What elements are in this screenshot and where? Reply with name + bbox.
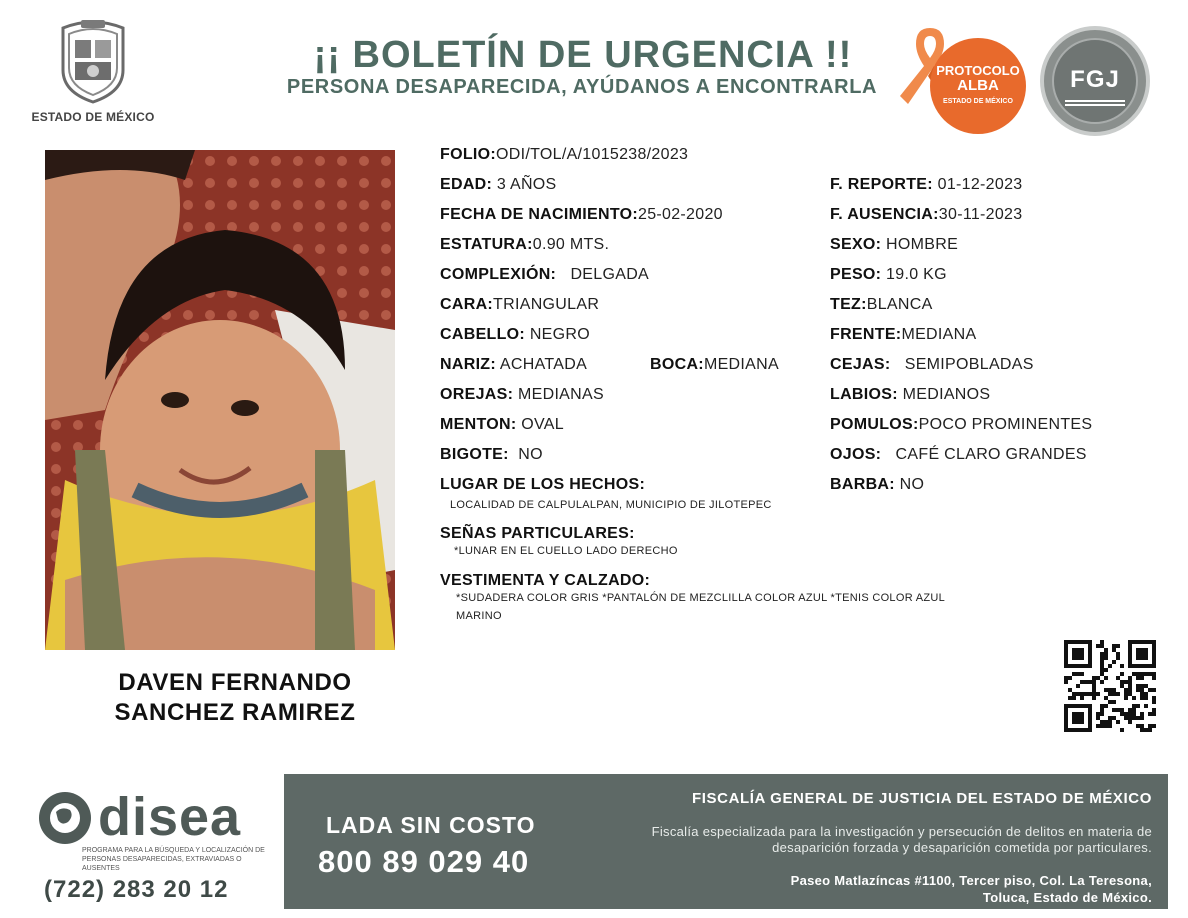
estado-de-mexico-logo — [28, 18, 158, 124]
f-reporte-value: 01-12-2023 — [937, 176, 1023, 193]
f-ausencia-label: F. AUSENCIA: — [830, 206, 939, 223]
cabello-label: CABELLO: — [440, 326, 526, 343]
odisea-wordmark: disea — [98, 787, 242, 847]
field-senas — [440, 525, 635, 543]
field-peso — [830, 266, 947, 284]
f-reporte-label: F. REPORTE: — [830, 176, 933, 193]
field-frente — [830, 326, 976, 344]
address-line1: Paseo Matlazíncas #1100, Tercer piso, Col. La Teresona, — [790, 873, 1152, 888]
fiscalia-address — [592, 872, 1152, 906]
contact-footer — [284, 774, 1168, 909]
bulletin-header — [0, 0, 1188, 140]
menton-value: OVAL — [521, 416, 564, 433]
fgj-wings-icon — [1065, 100, 1125, 106]
fgj-seal — [1040, 26, 1150, 136]
cejas-label: CEJAS: — [830, 356, 891, 373]
peso-value: 19.0 KG — [886, 266, 947, 283]
edad-label: EDAD: — [440, 176, 493, 193]
labios-value: MEDIANOS — [902, 386, 991, 403]
field-complexion — [440, 266, 649, 284]
fecha-nacimiento-value: 25-02-2020 — [638, 206, 723, 223]
folio-value: ODI/TOL/A/1015238/2023 — [496, 146, 689, 163]
name-line1: DAVEN FERNANDO — [118, 669, 352, 696]
vestimenta-label: VESTIMENTA Y CALZADO: — [440, 572, 651, 589]
missing-person-photo — [45, 150, 395, 650]
field-barba — [830, 476, 924, 494]
estatura-value: 0.90 MTS. — [532, 236, 610, 253]
estatura-label: ESTATURA: — [440, 236, 533, 253]
complexion-value: DELGADA — [570, 266, 650, 283]
state-label: ESTADO DE MÉXICO — [31, 110, 155, 124]
field-folio — [440, 146, 688, 164]
pomulos-value: POCO PROMINENTES — [918, 416, 1093, 433]
field-cara — [440, 296, 599, 314]
fecha-nacimiento-label: FECHA DE NACIMIENTO: — [440, 206, 638, 223]
odisea-phone[interactable]: (722) 283 20 12 — [44, 876, 229, 903]
ojos-value: CAFÉ CLARO GRANDES — [895, 446, 1087, 463]
field-pomulos — [830, 416, 1092, 434]
field-cabello — [440, 326, 590, 344]
senas-value: *LUNAR EN EL CUELLO LADO DERECHO — [454, 545, 678, 557]
fiscalia-description: Fiscalía especializada para la investigación y persecución de delitos en materia de desaparición forzada y desaparición cometida por particulares. — [651, 824, 1152, 855]
bigote-value: NO — [518, 446, 543, 463]
nariz-label: NARIZ: — [440, 356, 497, 373]
complexion-label: COMPLEXIÓN: — [440, 266, 557, 283]
field-f-reporte — [830, 176, 1022, 194]
field-bigote — [440, 446, 543, 464]
alba-line1: PROTOCOLO — [936, 63, 1020, 78]
folio-label: FOLIO: — [440, 146, 497, 163]
frente-value: MEDIANA — [901, 326, 977, 343]
bulletin-subtitle: PERSONA DESAPARECIDA, AYÚDANOS A ENCONTRARLA — [286, 76, 878, 98]
cejas-value: SEMIPOBLADAS — [904, 356, 1034, 373]
fgj-seal-inner — [1052, 38, 1138, 124]
field-nariz — [440, 356, 587, 374]
field-sexo — [830, 236, 958, 254]
f-ausencia-value: 30-11-2023 — [938, 206, 1023, 223]
lugar-value: LOCALIDAD DE CALPULALPAN, MUNICIPIO DE JILOTEPEC — [450, 499, 772, 511]
field-f-ausencia — [830, 206, 1022, 224]
field-lugar — [440, 476, 645, 494]
edad-value: 3 AÑOS — [496, 176, 557, 193]
toll-free-label: LADA SIN COSTO — [326, 812, 536, 838]
cabello-value: NEGRO — [529, 326, 590, 343]
cara-label: CARA: — [440, 296, 494, 313]
senas-label: SEÑAS PARTICULARES: — [440, 525, 635, 542]
vestimenta-value-line2: MARINO — [456, 610, 502, 622]
menton-label: MENTON: — [440, 416, 517, 433]
peso-label: PESO: — [830, 266, 882, 283]
qr-code-graphic — [1064, 640, 1156, 732]
location-pin-icon — [34, 790, 96, 852]
alba-line2: ALBA — [957, 77, 999, 94]
address-line2: Toluca, Estado de México. — [982, 890, 1152, 905]
vestimenta-value-line1: *SUDADERA COLOR GRIS *PANTALÓN DE MEZCLILLA COLOR AZUL *TENIS COLOR AZUL — [456, 592, 946, 604]
field-estatura — [440, 236, 609, 254]
lugar-label: LUGAR DE LOS HECHOS: — [440, 476, 646, 493]
tez-value: BLANCA — [866, 296, 933, 313]
qr-code-icon[interactable] — [1064, 640, 1156, 732]
fgj-label: FGJ — [1070, 66, 1120, 93]
field-labios — [830, 386, 990, 404]
missing-person-name — [80, 668, 390, 728]
orejas-label: OREJAS: — [440, 386, 514, 403]
field-vestimenta — [440, 572, 650, 590]
field-orejas — [440, 386, 604, 404]
alba-badge — [930, 38, 1026, 134]
tez-label: TEZ: — [830, 296, 867, 313]
alba-line3: ESTADO DE MÉXICO — [943, 98, 1013, 105]
field-cejas — [830, 356, 1034, 374]
pomulos-label: POMULOS: — [830, 416, 919, 433]
name-line2: SANCHEZ RAMIREZ — [114, 699, 356, 726]
boca-value: MEDIANA — [703, 356, 779, 373]
fiscalia-title: FISCALÍA GENERAL DE JUSTICIA DEL ESTADO DE MÉXICO — [692, 790, 1152, 807]
nariz-value: ACHATADA — [499, 356, 588, 373]
field-tez — [830, 296, 933, 314]
toll-free-number[interactable]: 800 89 029 40 — [318, 844, 530, 879]
field-ojos — [830, 446, 1087, 464]
orejas-value: MEDIANAS — [517, 386, 604, 403]
bigote-label: BIGOTE: — [440, 446, 509, 463]
sexo-value: HOMBRE — [886, 236, 959, 253]
ojos-label: OJOS: — [830, 446, 882, 463]
bulletin-title: ¡¡ BOLETÍN DE URGENCIA !! — [313, 34, 853, 76]
field-fecha-nacimiento — [440, 206, 723, 224]
odisea-description: PROGRAMA PARA LA BÚSQUEDA Y LOCALIZACIÓN DE PERSONAS DESAPARECIDAS, EXTRAVIADAS O AUSENTES — [82, 847, 265, 872]
barba-value: NO — [899, 476, 925, 493]
cara-value: TRIANGULAR — [493, 296, 600, 313]
field-edad — [440, 176, 557, 194]
barba-label: BARBA: — [830, 476, 895, 493]
boca-label: BOCA: — [650, 356, 704, 373]
field-menton — [440, 416, 564, 434]
field-boca — [650, 356, 779, 374]
frente-label: FRENTE: — [830, 326, 902, 343]
odisea-program-block — [30, 780, 280, 910]
child-portrait-image — [45, 150, 395, 650]
labios-label: LABIOS: — [830, 386, 898, 403]
sexo-label: SEXO: — [830, 236, 882, 253]
state-coat-of-arms-icon — [55, 18, 131, 104]
protocolo-alba-logo — [900, 22, 1030, 134]
